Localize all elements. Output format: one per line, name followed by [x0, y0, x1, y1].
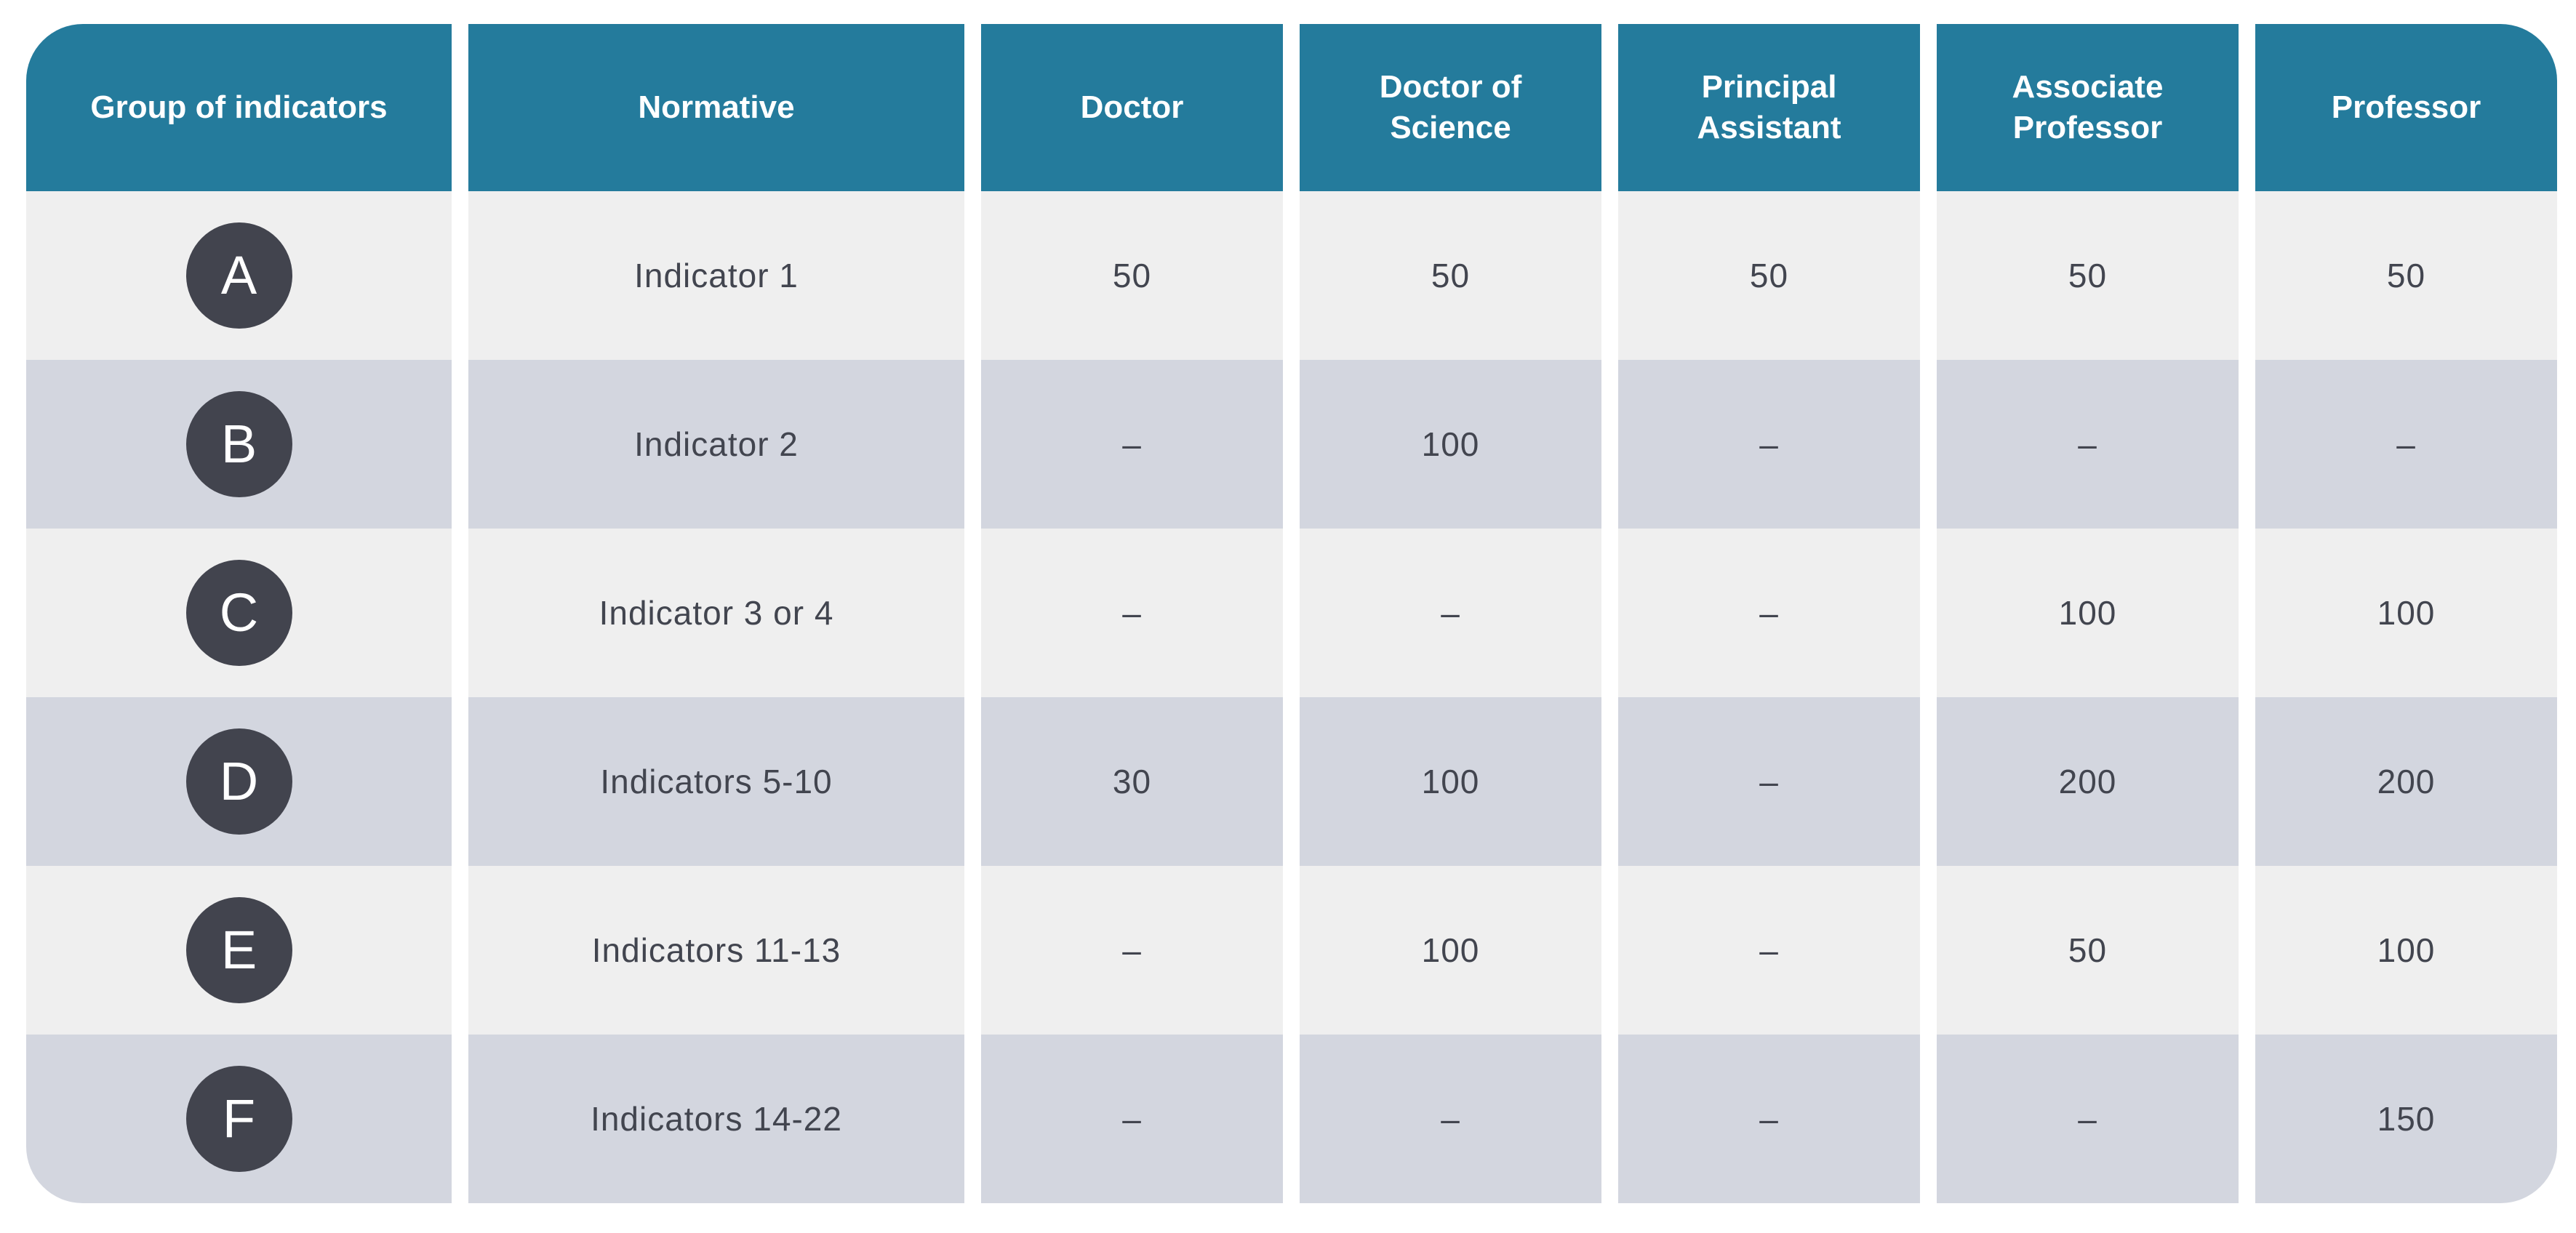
- column-header-group-of-indicators: [26, 24, 452, 191]
- value-cell: [1618, 529, 1920, 697]
- value-cell: [1300, 191, 1601, 360]
- value-cell: [2255, 697, 2557, 866]
- value: 200: [2377, 763, 2436, 800]
- value: –: [1122, 425, 1142, 463]
- group-letter: F: [222, 1088, 256, 1149]
- value-cell: [1937, 191, 2239, 360]
- column-header-label: Normative: [638, 89, 795, 126]
- value: –: [2078, 1100, 2097, 1138]
- value-cell: [981, 191, 1283, 360]
- value-cell: [1300, 529, 1601, 697]
- normative-label: Indicators 11-13: [591, 931, 841, 969]
- normative-cell: [468, 697, 964, 866]
- value: 100: [2377, 931, 2436, 969]
- value: –: [1122, 594, 1142, 632]
- group-cell: [26, 360, 452, 529]
- group-letter: B: [220, 414, 257, 474]
- group-badge-c: [186, 560, 292, 666]
- value-cell: [1300, 697, 1601, 866]
- normative-cell: [468, 360, 964, 529]
- value-cell: [981, 529, 1283, 697]
- value-cell: [1937, 360, 2239, 529]
- normative-label: Indicator 1: [634, 257, 799, 294]
- normative-label: Indicators 14-22: [591, 1100, 842, 1138]
- value: 50: [2068, 257, 2108, 294]
- normative-label: Indicators 5-10: [600, 763, 833, 800]
- column-header-normative: [468, 24, 964, 191]
- value-cell: [1618, 191, 1920, 360]
- value: 100: [2058, 594, 2117, 632]
- column-header-label: Principal Assistant: [1697, 69, 1841, 145]
- column-header-label: Professor: [2331, 89, 2481, 126]
- column-header-label: Group of indicators: [90, 89, 388, 126]
- value-cell: [1618, 1035, 1920, 1203]
- value-cell: [981, 866, 1283, 1035]
- value: –: [1759, 594, 1779, 632]
- value: –: [1759, 931, 1779, 969]
- group-letter: A: [220, 245, 257, 305]
- group-badge-d: [186, 728, 292, 835]
- value-cell: [1300, 360, 1601, 529]
- value-cell: [2255, 529, 2557, 697]
- value: 50: [2386, 257, 2426, 294]
- value: –: [1441, 1100, 1460, 1138]
- value-cell: [981, 1035, 1283, 1203]
- value-cell: [981, 697, 1283, 866]
- value-cell: [1300, 1035, 1601, 1203]
- normative-cell: [468, 529, 964, 697]
- value-cell: [2255, 1035, 2557, 1203]
- column-header-label: Associate Professor: [2012, 69, 2164, 145]
- group-cell: [26, 529, 452, 697]
- value: –: [1759, 763, 1779, 800]
- value: 150: [2377, 1100, 2436, 1138]
- value: –: [1441, 594, 1460, 632]
- group-cell: [26, 866, 452, 1035]
- column-header-doctor-of-science: [1300, 24, 1601, 191]
- value: 100: [1421, 425, 1480, 463]
- normative-label: Indicator 3 or 4: [599, 594, 834, 632]
- value: 50: [1431, 257, 1471, 294]
- group-cell: [26, 1035, 452, 1203]
- value: –: [1759, 1100, 1779, 1138]
- value: 50: [1112, 257, 1152, 294]
- value-cell: [2255, 360, 2557, 529]
- column-header-label: Doctor: [1080, 89, 1184, 126]
- column-header-doctor: [981, 24, 1283, 191]
- value-cell: [981, 360, 1283, 529]
- value: –: [1122, 1100, 1142, 1138]
- column-header-associate-professor: [1937, 24, 2239, 191]
- value-cell: [1937, 697, 2239, 866]
- group-badge-f: [186, 1066, 292, 1172]
- value: –: [1759, 425, 1779, 463]
- value: –: [2396, 425, 2416, 463]
- indicators-table: [26, 24, 2556, 1203]
- value-cell: [1937, 529, 2239, 697]
- value-cell: [2255, 866, 2557, 1035]
- normative-cell: [468, 1035, 964, 1203]
- value-cell: [1618, 697, 1920, 866]
- value-cell: [1937, 1035, 2239, 1203]
- value: –: [1122, 931, 1142, 969]
- group-letter: E: [220, 920, 257, 980]
- column-header-label: Doctor of Science: [1379, 69, 1522, 145]
- group-letter: C: [219, 582, 259, 643]
- value: –: [2078, 425, 2097, 463]
- group-badge-b: [186, 391, 292, 497]
- value-cell: [2255, 191, 2557, 360]
- value: 30: [1112, 763, 1152, 800]
- value: 100: [2377, 594, 2436, 632]
- group-cell: [26, 191, 452, 360]
- value-cell: [1618, 360, 1920, 529]
- value: 50: [1749, 257, 1789, 294]
- value: 100: [1421, 763, 1480, 800]
- group-letter: D: [219, 751, 259, 811]
- normative-cell: [468, 866, 964, 1035]
- value-cell: [1300, 866, 1601, 1035]
- column-header-professor: [2255, 24, 2557, 191]
- normative-cell: [468, 191, 964, 360]
- value: 100: [1421, 931, 1480, 969]
- group-cell: [26, 697, 452, 866]
- value: 200: [2058, 763, 2117, 800]
- group-badge-a: [186, 222, 292, 329]
- group-badge-e: [186, 897, 292, 1003]
- value: 50: [2068, 931, 2108, 969]
- column-header-principal-assistant: [1618, 24, 1920, 191]
- normative-label: Indicator 2: [634, 425, 799, 463]
- value-cell: [1618, 866, 1920, 1035]
- value-cell: [1937, 866, 2239, 1035]
